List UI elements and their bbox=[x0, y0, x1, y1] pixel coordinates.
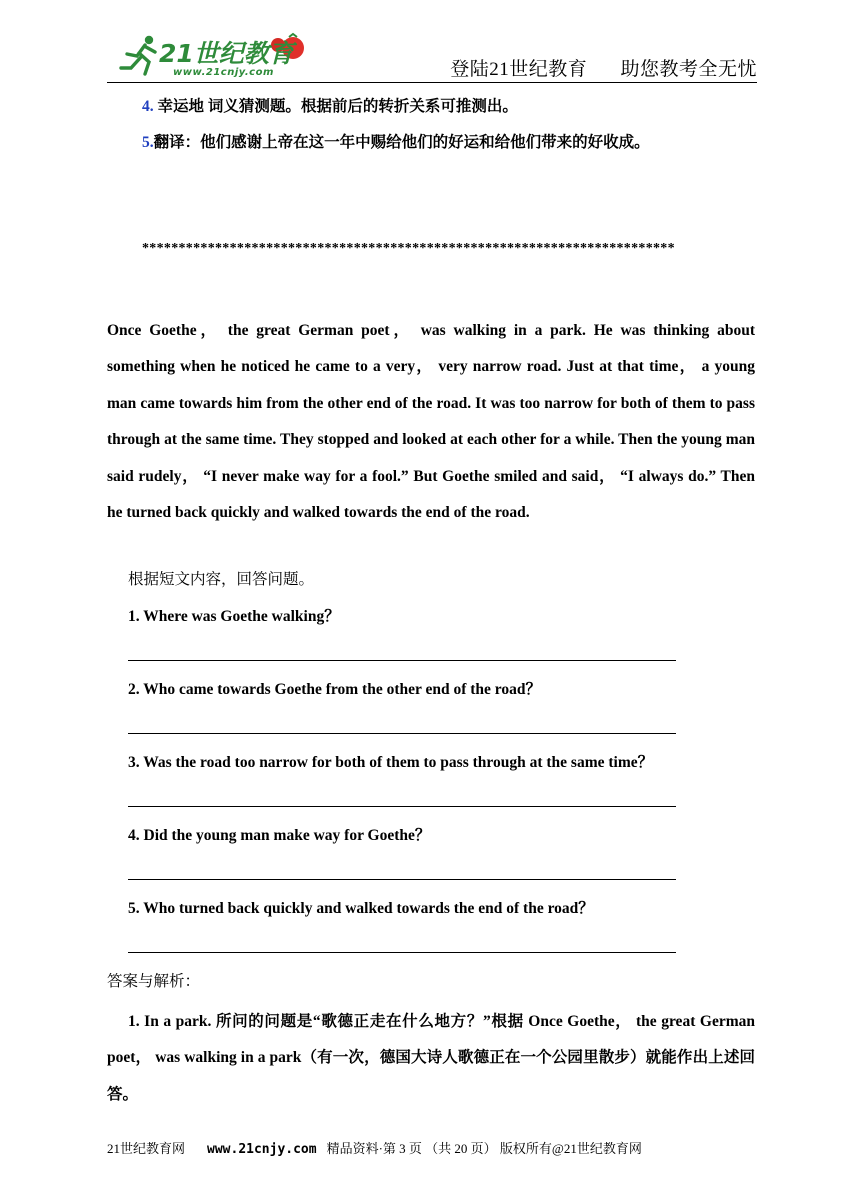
reading-passage: Once Goethe， the great German poet， was walking in a park. He was thinking about something when he noticed he came to a very， very narrow road. Just at that time， a young man came towards him from the other end of the road. It was too narrow for both of them to pass through at the same time. They stopped and looked at each other for a while. Then the young man said rudely， “I never make way for a fool.” But Goethe smiled and said， “I always do.” Then he turned back quickly and walked towards the end of the road. bbox=[107, 322, 755, 522]
answer-line-2 bbox=[128, 733, 676, 734]
section-separator: ************************************************************************* bbox=[142, 241, 675, 256]
footer-info: 精品资料·第 3 页 （共 20 页） 版权所有@21世纪教育网 bbox=[326, 1141, 642, 1156]
answer-line-3 bbox=[128, 806, 676, 807]
question-2: 2. Who came towards Goethe from the other end of the road？ bbox=[128, 681, 542, 698]
svg-text:21世纪教育: 21世纪教育 bbox=[159, 39, 294, 68]
prev-answer-4-text: 幸运地 词义猜测题。根据前后的转折关系可推测出。 bbox=[153, 98, 518, 115]
footer-url[interactable]: www.21cnjy.com bbox=[207, 1142, 317, 1157]
analysis-1: 1. In a park. 所问的问题是“歌德正走在什么地方？”根据 Once Goethe， the great German poet， was walking in a park（有一次，德国大诗人歌德正在一个公园里散步）就能作出上述回答。 bbox=[107, 1013, 755, 1103]
page-footer bbox=[107, 1138, 755, 1157]
prev-answer-5-text: 翻译：他们感谢上帝在这一年中赐给他们的好运和给他们带来的好收成。 bbox=[153, 134, 650, 151]
question-4: 4. Did the young man make way for Goethe？ bbox=[128, 827, 431, 844]
svg-text:www.21cnjy.com: www.21cnjy.com bbox=[173, 67, 274, 78]
question-3: 3. Was the road too narrow for both of them to pass through at the same time？ bbox=[128, 754, 654, 771]
prev-answer-5-number: 5. bbox=[142, 134, 154, 151]
question-5: 5. Who turned back quickly and walked towards the end of the road？ bbox=[128, 900, 594, 917]
prev-answer-4-number: 4. bbox=[142, 98, 154, 115]
slogan-right: 助您教考全无忧 bbox=[620, 59, 757, 80]
prev-answer-4 bbox=[142, 96, 518, 118]
site-logo bbox=[115, 32, 315, 78]
instruction: 根据短文内容，回答问题。 bbox=[128, 571, 315, 588]
question-1: 1. Where was Goethe walking？ bbox=[128, 608, 340, 625]
prev-answer-5 bbox=[142, 132, 650, 154]
answer-line-1 bbox=[128, 660, 676, 661]
answer-line-5 bbox=[128, 952, 676, 953]
footer-site: 21世纪教育网 bbox=[107, 1141, 186, 1156]
answers-heading: 答案与解析： bbox=[107, 973, 201, 990]
page-header bbox=[107, 30, 757, 83]
header-slogan bbox=[422, 54, 757, 81]
answer-line-4 bbox=[128, 879, 676, 880]
slogan-left: 登陆21世纪教育 bbox=[450, 59, 588, 80]
